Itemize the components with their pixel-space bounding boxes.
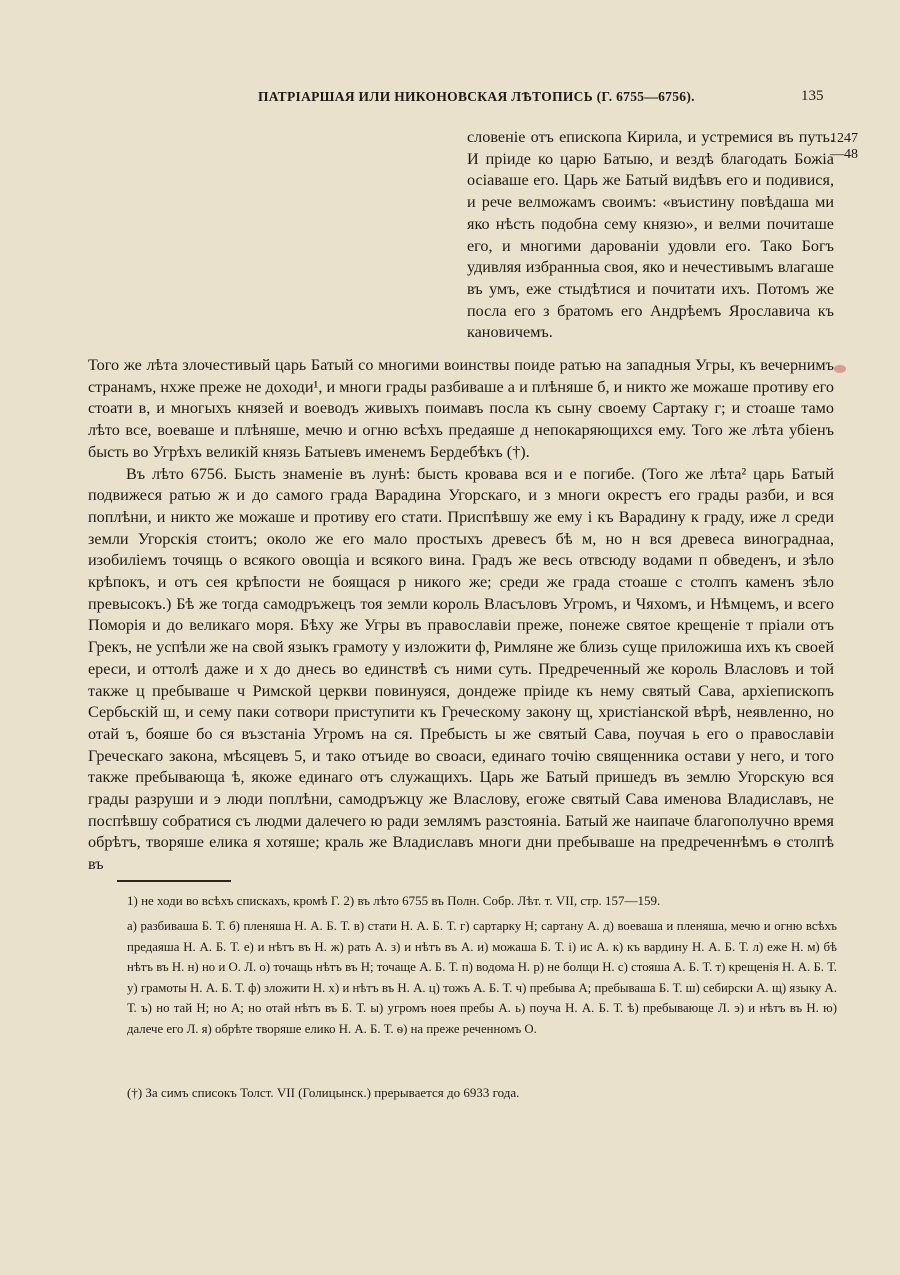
main-text	[88, 355, 834, 876]
red-ink-mark	[834, 365, 846, 373]
footnote-1-2: 1) не ходи во всѣхъ спискахъ, кромѣ Г. 2) въ лѣто 6755 въ Полн. Собр. Лѣт. т. VII, стр. 157—159.	[127, 893, 661, 908]
body-paragraph-2: Въ лѣто 6756. Бысть знаменіе въ лунѣ: бысть кровава вся и е погибе. (Того же лѣта² царь Батый подвижеся ратью ж и до самого града Варадина Угорскаго, и з многи окрестъ его грады разби, и вся поплѣни, и никто же можаше и противу его стати. Приспѣвшу же ему і къ Варадину к граду, иже л среди земли Угорскія стоитъ; около же его мало простыхъ древесъ бѣ м, но н вся древеса винограднаа, изобиліемъ точящь о всякого овощіа и всякого вина. Градъ же весь отвсюду водами п обведенъ, и зѣло крѣпокъ, и отъ сея крѣпости не боящася р никого же; среди же града стоаше с столпъ каменъ зѣло превысокъ.) Бѣ же тогда самодръжецъ тоя земли король Власъловъ Угромъ, и Чяхомъ, и Нѣмцемъ, и всего Поморія и до великаго моря. Бѣху же Угры въ православіи преже, понеже святое крещеніе т пріали отъ Грекъ, не успѣли же на свой языкъ грамоту у изложити ф, Римляне же близь суще приложиша ихъ къ своей ереси, и оттолѣ даже и х до днесь во единствѣ съ ними суть. Предреченный же король Власловъ и той также ц пребываше ч Римской церкви повинуяся, дондеже пріиде къ нему святый Сава, архіепископъ Сербьскій ш, и сему паки сотвори приступити къ Греческому закону щ, христіанской вѣрѣ, неявленно, но отай ъ, бояше бо ся възстаніа Угромъ на ся. Пребысть ы же святый Сава, поучая ь его о православіи Греческаго закона, мѣсяцевъ 5, и тако отъиде во своаси, единаго точію священника остави у него, и того также пребывающа ѣ, якоже единаго отъ служащихъ. Царь же Батый пришедъ въ землю Угорскую вся грады разруши и э люди поплѣни, самодръжцу же Власлову, егоже святый Сава именова Владиславъ, не поспѣвшу собратися съ людми далечего ю ради землямъ разстояніа. Батый же наипаче благополучно время обрѣтъ, творяше елика я хотяше; краль же Владиславъ многи дни пребываше на предреченнѣмъ ѳ столпѣ въ	[88, 464, 834, 874]
footnote-dagger: (†) За симъ списокъ Толст. VII (Голицынск.) прерывается до 6933 года.	[127, 1085, 520, 1100]
margin-year-bottom: —48	[830, 147, 858, 162]
column-paragraph: словеніе отъ епископа Кирила, и устремися въ путь. И пріиде ко царю Батыю, и вездѣ благодать Божіа осіаваше его. Царь же Батый видѣвъ его и подивися, и рече велможамъ своимъ: «въистину повѣдаша ми яко нѣсть подобна сему князю», и велми почиташе его, и многими дарованіи удовли его. Тако Богъ удивляя избранныа своя, яко и нечестивымъ влагаше въ умъ, еже стыдѣтися и почитати ихъ. Потомъ же посла его з братомъ его Андрѣемъ Ярославича къ кановичемъ.	[467, 128, 834, 342]
body-paragraph-1: Того же лѣта злочестивый царь Батый со многими воинствы поиде ратью на западныя Угры, къ вечернимъ странамъ, нхже преже не доходи¹, и многи грады разбиваше а и плѣняше б, и никто же можаше противу его стоати в, и многыхъ князей и воеводъ живыхъ поимавъ посла къ сыну своему Сартаку г; и стоаше тамо лѣто все, воеваше и плѣняше, мечю и огню всѣхъ предаяше д непокаряющихся ему. Того же лѣта убіенъ бысть во Угрѣхъ великій князь Батыевъ именемъ Бердебѣкъ (†).	[88, 356, 834, 461]
page-number: 135	[801, 88, 824, 104]
margin-year-note	[830, 131, 890, 163]
margin-year-top: 1247	[830, 131, 858, 146]
footnote-separator	[117, 880, 231, 882]
variant-readings: а) разбиваша Б. Т. б) пленяша Н. А. Б. Т. в) стати Н. А. Б. Т. г) сартарку Н; сартану А. д) воеваша и пленяша, мечю и огню всѣхъ предаяша Н. А. Б. Т. е) и нѣтъ въ Н. ж) рать А. з) и нѣтъ въ А. и) можаша Б. Т. і) ис А. к) къ вардину Н. А. Б. Т. л) еже Н. м) бѣ нѣтъ въ Н. н) но и О. Л. о) точащь нѣтъ въ Н; точаще А. Б. Т. п) водома Н. р) не болщи Н. с) стояша А. Б. Т. т) крещенія Н. А. Б. Т. у) грамоты Н. А. Б. Т. ф) зложити Н. х) и нѣтъ въ Н. А. ц) тожъ А. Б. Т. ч) пребыва А; пребываша Б. Т. ш) себирски А. щ) языку А. Т. ъ) но тай Н; но А; но отай нѣтъ въ Б. Т. ы) угромъ ноея пребы А. ь) поуча Н. А. Б. Т. ѣ) пребывающе Л. э) и нѣтъ въ Н. ю) далече его Л. я) обрѣте творяше елико Н. А. Б. Т. ѳ) на преже реченномъ О.	[127, 919, 837, 1036]
running-title: ПАТРІАРШАЯ ИЛИ НИКОНОВСКАЯ ЛѢТОПИСЬ (Г. 6755—6756).	[258, 89, 695, 104]
